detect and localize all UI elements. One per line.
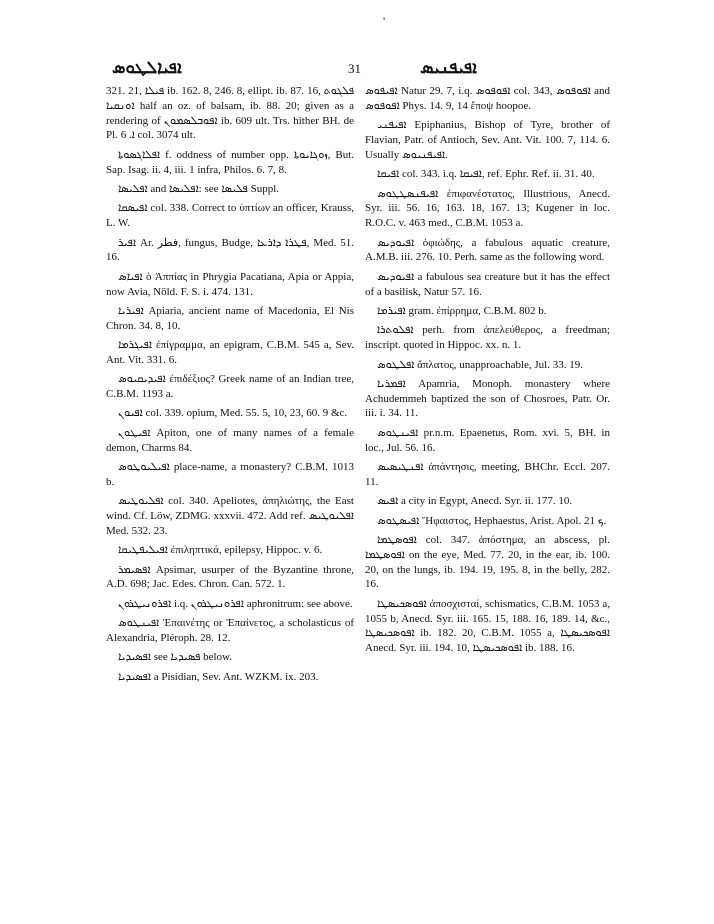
dictionary-entry: ܐܦܝܣܛܘܣ Ἥφαιστος, Hephaestus, Arist. Apol. ܟ 21. bbox=[377, 514, 607, 527]
dictionary-entry: ܐܦܣܝܕܝܐ see ܦܣܝܕܝܐ below. bbox=[118, 651, 233, 664]
dictionary-entry: ܐܦܡܪܝܐ Apamria, Monoph. monastery where Achudemmeh baptized the son of Chosroes, Patr. Or. iii. i. 34. 11. bbox=[365, 377, 610, 420]
dictionary-entry: ܐܦܝܦܢܝ Epiphanius, Bishop of Tyre, brother of Flavian, Patr. of Antioch, Sev. Ant. Vit. 100. 7, 114. 6. Usually ܐܦܝܦܢܝܘܣ. bbox=[365, 119, 610, 161]
dictionary-entry: ܐܦܠܝܣܐ and ܐܦܠܝܣܐ: see ܦܠܝܣܐ Suppl. bbox=[118, 182, 280, 195]
dictionary-entry: ܐܦܪܘܢܝܛܪܘܢ i.q. ܐܦܪܘܢܝܛܪܘܢ aphronitrum: see above. bbox=[118, 597, 353, 610]
dictionary-entry: ܐܦܠܝܘܛܝܣ col. 340. Apeliotes, ἀπηλιώτης, the East wind. Cf. Löw, ZDMG. xxxvii. 472. Add ref. ܐܦܠܝܘܛܝܣ Med. 532. 23. bbox=[106, 495, 354, 537]
dictionary-entry: ܐܦܝܘܕܝܣ a fabulous sea creature but it has the effect of a basilisk, Natur 57. 16. bbox=[365, 270, 610, 298]
dictionary-entry: ܐܦܠܐܓܣܘܬܐ f. oddness of number opp. ܙܘܓܐܝܘܬܐ, But. Sap. Isag. ii. 4, iii. 1 infra, Philos. 6. 7, 8. bbox=[106, 148, 354, 176]
dictionary-entry: ܐܦܝܣܩܐ col. 338. Correct to ὑπτίων an officer, Krauss, L. W. bbox=[106, 202, 354, 230]
dictionary-entry: ܐܦܝܠܝܘܛܘܣ place-name, a monastery? C.B.M. 1013 b. bbox=[106, 461, 354, 488]
dictionary-entry: ܐܦܝܛܘܢ Apiton, one of many names of a female demon, Charms 84. bbox=[106, 426, 354, 454]
dictionary-entry: ܐܦܝܐܣ ὁ Ἀππίας in Phrygia Pacatiana, Apia or Appia, now Avia, Nöld. F. S. i. 474. 131. bbox=[106, 270, 354, 298]
dictionary-entry: ܐܦܝܓܪܡܐ ἐπίγραμμα, an epigram, C.B.M. 545 a, Sev. Ant. Vit. 331. 6. bbox=[106, 339, 354, 366]
dictionary-entry: ܐܦܝܩܐ col. 343. i.q. ܐܦܝܩܐ, ref. Ephr. Ref. ii. 31. 40. bbox=[377, 168, 595, 181]
left-column bbox=[106, 84, 354, 689]
dictionary-entry: ܐܦܝܪܡܐ gram. ἐπίρρημα, C.B.M. 802 b. bbox=[377, 304, 547, 317]
right-running-head: ܐܦܝܦܢܝܣ bbox=[420, 58, 477, 78]
page-number: 31 bbox=[348, 61, 361, 76]
dictionary-entry: ܐܦܠܘܬܪܐ perh. from ἀπελεύθερος, a freedman; inscript. quoted in Hippoc. xx. n. 1. bbox=[365, 324, 610, 352]
dictionary-entry: ܐܦܝܪܝܐ Apiaria, ancient name of Macedonia, El Nis Chron. 34. 8, 10. bbox=[106, 304, 354, 332]
right-column bbox=[365, 84, 610, 661]
dictionary-entry: ܐܦܝܢܛܘܣ pr.n.m. Epaenetus, Rom. xvi. 5, BH. in loc., Jul. 56. 16. bbox=[365, 426, 610, 454]
dictionary-entry: ܐܦܝܣ a city in Egypt, Anecd. Syr. ii. 177. 10. bbox=[377, 495, 573, 508]
page-mark: ' bbox=[383, 14, 386, 28]
dictionary-entry: ܐܦܠܛܘܣ ἄπλατος, unapproachable, Jul. 33. 19. bbox=[377, 358, 583, 371]
dictionary-entry: ܐܦܝܢܛܘܣ Ἐπαινέτης or Ἐπαίνετος, a scholasticus of Alexandria, Pléroph. 28. 12. bbox=[106, 617, 354, 644]
dictionary-entry: ܐܦܣܝܡܪ Apsimar, usurper of the Byzantine throne, A.D. 698; Jac. Edes. Chron. Can. 572. 1. bbox=[106, 563, 354, 591]
left-running-head: ܐܦܝܐܠܛܘܣ bbox=[112, 58, 182, 78]
dictionary-entry: ܐܦܝܕܝܩܝܘܣ ἐπιδέξιος? Greek name of an Indian tree, C.B.M. 1193 a. bbox=[106, 373, 354, 401]
dictionary-entry: ܐܦܣܝܕܝܐ a Pisidian, Sev. Ant. WZKM. ix. 203. bbox=[118, 670, 319, 683]
dictionary-entry: ܐܦܝܪ Ar. فطر, fungus, Budge, ܦܛܪܐ ܕܐܪܥܐ, Med. 51. 16. bbox=[106, 236, 354, 264]
dictionary-entry: ܐܦܝܦܢܣܛܛܘܣ ἐπιφανέστατος, Illustrious, Anecd. Syr. iii. 56. 16, 163. 18, 167. 13; Kugener in loc. R.O.C. v. 463 med., C.B.M. 1053 a. bbox=[365, 187, 610, 230]
dictionary-entry: ܐܦܢܛܝܣܝܣ ἀπάντησις, meeting, BHChr. Eccl. 207. 11. bbox=[365, 461, 610, 488]
dictionary-entry: ܐܦܘܣܛܡܐ col. 347. ἀπόστημα, an abscess, pl. ܐܦܘܣܛܡܐ on the eye, Med. 77. 20, in the ear, ib. 100. 20, on the lungs, ib. 194. 19, 195. 8, in the belly, 282. 16. bbox=[365, 534, 610, 591]
dictionary-entry: ܐܦܝܘܕܝܣ ὀφιώδης, a fabulous aquatic creature, A.M.B. iii. 276. 10. Perh. same as the following word. bbox=[365, 236, 610, 264]
dictionary-entry: ܐܦܝܠܝܦܛܝܩܐ ἐπιληπτικά, epilepsy, Hippoc. v. 6. bbox=[118, 544, 323, 557]
dictionary-entry: 321. 21, ܦܝܠܐ ib. 162. 8, 246. 8, ellipt. ib. 87. 16, ܦܠܓܘܬ ܐܘܢܩܝܐ half an oz. of balsam, ib. 88. 20; given as a rendering of ܐܦܘܒܠܣܡܘܢ ib. 609 ult. Trs. hither BH. de Pl. ܐ. 6 col. 3074 ult. bbox=[106, 85, 354, 142]
dictionary-entry: ܐܦܝܘܢ col. 339. opium, Med. 55. 5, 10, 23, 60. 9 &c. bbox=[118, 407, 348, 420]
dictionary-entry: ܐܦܘܣܟܝܣܛܐ ἀποσχισταί, schismatics, C.B.M. 1053 a, 1055 b, Anecd. Syr. iii. 165. 15, 188. 16, 189. 14, &c., ܐܦܘܣܟܝܣܛܐ ib. 182. 20, C.B.M. 1055 a, ܐܦܘܣܟܝܣܛܐ Anecd. Syr. iii. 194. 10, ܐܦܘܣܟܝܣܛܐ ib. 188. 16. bbox=[365, 597, 610, 655]
dictionary-entry: ܐܦܝܦܘܣ Natur 29. 7, i.q. ܐܦܘܦܘܣ col. 343, ܐܦܘܦܘܣ and ܐܦܘܦܘܣ Phys. 14. 9, 14 ἔποψ hoopoe. bbox=[365, 85, 610, 112]
